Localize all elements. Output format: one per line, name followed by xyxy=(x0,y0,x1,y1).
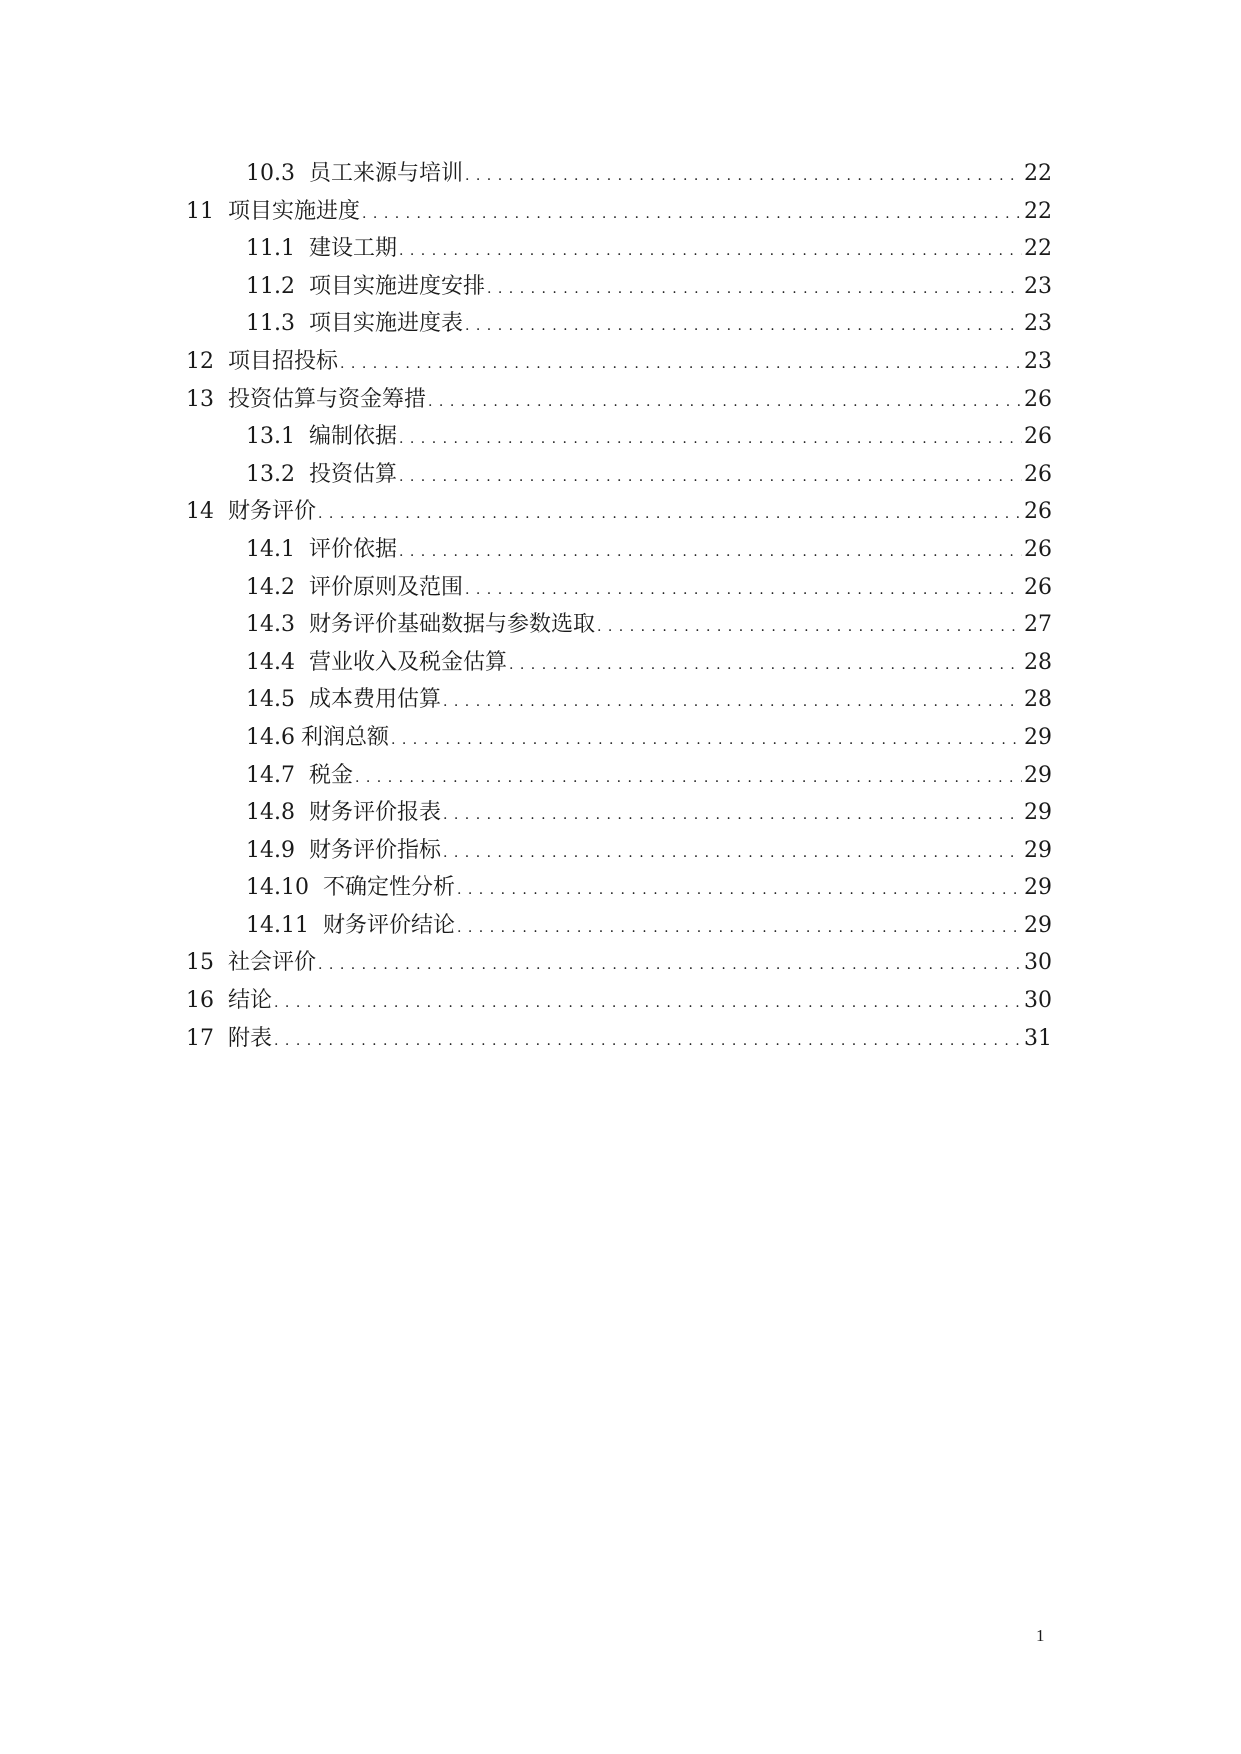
toc-entry-14-3[interactable] xyxy=(186,606,1052,644)
toc-entry-number: 14.2 xyxy=(246,574,295,600)
toc-entry-number: 11 xyxy=(186,198,214,224)
toc-entry-11-1[interactable] xyxy=(186,230,1052,268)
toc-entry-16[interactable] xyxy=(186,982,1052,1020)
toc-entry-14-11[interactable] xyxy=(186,907,1052,945)
toc-entry-number: 11.3 xyxy=(246,311,295,337)
toc-entry-page: 29 xyxy=(1024,875,1052,901)
toc-entry-page: 26 xyxy=(1024,461,1052,487)
toc-entry-title: 附表 xyxy=(228,1025,273,1051)
toc-entry-page: 31 xyxy=(1024,1025,1052,1051)
toc-dot-leader xyxy=(274,985,1022,1023)
toc-entry-title: 成本费用估算 xyxy=(308,687,441,713)
toc-entry-page: 29 xyxy=(1024,912,1052,938)
toc-entry-number: 14.6 xyxy=(246,724,295,750)
toc-entry-page: 26 xyxy=(1024,386,1052,412)
toc-entry-number: 10.3 xyxy=(246,161,295,186)
toc-entry-number: 13 xyxy=(186,386,214,412)
toc-entry-title: 投资估算与资金筹措 xyxy=(228,386,427,412)
toc-entry-14-1[interactable] xyxy=(186,531,1052,569)
toc-entry-page: 22 xyxy=(1024,236,1052,262)
toc-entry-title: 社会评价 xyxy=(228,950,317,976)
toc-entry-number: 13.1 xyxy=(246,424,295,450)
toc-entry-number: 14.4 xyxy=(246,649,295,675)
toc-entry-title: 财务评价报表 xyxy=(308,800,441,826)
toc-entry-title: 利润总额 xyxy=(300,724,389,750)
toc-dot-leader xyxy=(399,534,1022,572)
toc-entry-title: 项目实施进度表 xyxy=(308,311,463,337)
toc-entry-title: 结论 xyxy=(228,988,273,1014)
toc-entry-title: 项目实施进度 xyxy=(228,198,361,224)
toc-entry-number: 14.8 xyxy=(246,800,295,826)
toc-entry-page: 22 xyxy=(1024,198,1052,224)
toc-entry-page: 26 xyxy=(1024,536,1052,562)
toc-entry-number: 14.7 xyxy=(246,762,295,788)
toc-entry-title: 项目实施进度安排 xyxy=(308,273,485,299)
toc-dot-leader xyxy=(509,647,1022,685)
toc-entry-page: 22 xyxy=(1024,161,1052,186)
toc-entry-page: 26 xyxy=(1024,424,1052,450)
table-of-contents xyxy=(186,155,1052,1057)
toc-entry-title: 评价原则及范围 xyxy=(308,574,463,600)
toc-dot-leader xyxy=(318,496,1022,534)
toc-dot-leader xyxy=(362,196,1022,234)
toc-entry-page: 23 xyxy=(1024,348,1052,374)
page-number: 1 xyxy=(1036,1626,1045,1645)
toc-dot-leader xyxy=(391,722,1022,760)
toc-entry-14-8[interactable] xyxy=(186,794,1052,832)
toc-entry-number: 11.2 xyxy=(246,273,295,299)
toc-dot-leader xyxy=(355,760,1022,798)
toc-dot-leader xyxy=(465,572,1022,610)
toc-dot-leader xyxy=(340,346,1022,384)
toc-entry-11-2[interactable] xyxy=(186,268,1052,306)
toc-entry-17[interactable] xyxy=(186,1020,1052,1058)
toc-entry-number: 14.11 xyxy=(246,912,309,938)
toc-entry-title: 财务评价指标 xyxy=(308,837,441,863)
toc-entry-number: 15 xyxy=(186,950,214,976)
toc-dot-leader xyxy=(428,384,1022,422)
toc-dot-leader xyxy=(399,421,1022,459)
toc-entry-number: 13.2 xyxy=(246,461,295,487)
toc-dot-leader xyxy=(443,835,1022,873)
toc-entry-14-10[interactable] xyxy=(186,869,1052,907)
toc-entry-number: 14.9 xyxy=(246,837,295,863)
toc-entry-page: 26 xyxy=(1024,574,1052,600)
toc-dot-leader xyxy=(487,271,1022,309)
toc-entry-page: 23 xyxy=(1024,273,1052,299)
toc-entry-number: 16 xyxy=(186,988,214,1014)
toc-entry-page: 29 xyxy=(1024,762,1052,788)
toc-entry-page: 28 xyxy=(1024,649,1052,675)
toc-entry-page: 29 xyxy=(1024,837,1052,863)
toc-entry-title: 建设工期 xyxy=(308,236,397,262)
toc-entry-number: 14.3 xyxy=(246,612,295,638)
toc-entry-14-5[interactable] xyxy=(186,681,1052,719)
toc-entry-title: 员工来源与培训 xyxy=(308,161,463,186)
toc-entry-14-9[interactable] xyxy=(186,832,1052,870)
toc-entry-number: 14.10 xyxy=(246,875,309,901)
toc-dot-leader xyxy=(399,233,1022,271)
toc-entry-page: 29 xyxy=(1024,724,1052,750)
toc-entry-title: 税金 xyxy=(308,762,353,788)
toc-entry-14-7[interactable] xyxy=(186,757,1052,795)
toc-entry-title: 评价依据 xyxy=(308,536,397,562)
toc-entry-14-4[interactable] xyxy=(186,644,1052,682)
toc-entry-number: 14.5 xyxy=(246,687,295,713)
toc-dot-leader xyxy=(457,872,1022,910)
toc-entry-number: 11.1 xyxy=(246,236,295,262)
toc-dot-leader xyxy=(597,609,1022,647)
toc-dot-leader xyxy=(465,158,1022,196)
toc-entry-number: 14.1 xyxy=(246,536,295,562)
toc-entry-page: 30 xyxy=(1024,988,1052,1014)
toc-dot-leader xyxy=(443,797,1022,835)
toc-entry-title: 投资估算 xyxy=(308,461,397,487)
toc-entry-13-1[interactable] xyxy=(186,418,1052,456)
toc-entry-title: 营业收入及税金估算 xyxy=(308,649,507,675)
toc-entry-page: 26 xyxy=(1024,499,1052,525)
toc-entry-number: 12 xyxy=(186,348,214,374)
toc-entry-11-3[interactable] xyxy=(186,305,1052,343)
toc-entry-13[interactable] xyxy=(186,381,1052,419)
toc-entry-page: 23 xyxy=(1024,311,1052,337)
toc-dot-leader xyxy=(274,1023,1022,1061)
toc-dot-leader xyxy=(399,459,1022,497)
toc-entry-number: 17 xyxy=(186,1025,214,1051)
toc-entry-title: 编制依据 xyxy=(308,424,397,450)
toc-dot-leader xyxy=(465,308,1022,346)
toc-dot-leader xyxy=(443,684,1022,722)
toc-entry-13-2[interactable] xyxy=(186,456,1052,494)
toc-entry-title: 不确定性分析 xyxy=(322,875,455,901)
toc-entry-title: 财务评价 xyxy=(228,499,317,525)
toc-entry-number: 14 xyxy=(186,499,214,525)
toc-entry-title: 财务评价结论 xyxy=(322,912,455,938)
toc-entry-14-6[interactable] xyxy=(186,719,1052,757)
toc-entry-12[interactable] xyxy=(186,343,1052,381)
toc-entry-page: 29 xyxy=(1024,800,1052,826)
toc-dot-leader xyxy=(318,947,1022,985)
toc-entry-title: 财务评价基础数据与参数选取 xyxy=(308,612,595,638)
toc-entry-15[interactable] xyxy=(186,944,1052,982)
toc-entry-page: 27 xyxy=(1024,612,1052,638)
toc-entry-page: 28 xyxy=(1024,687,1052,713)
toc-entry-title: 项目招投标 xyxy=(228,348,339,374)
toc-entry-page: 30 xyxy=(1024,950,1052,976)
toc-entry-14[interactable] xyxy=(186,493,1052,531)
toc-dot-leader xyxy=(457,910,1022,948)
toc-entry-10-3[interactable] xyxy=(186,155,1052,193)
toc-entry-14-2[interactable] xyxy=(186,569,1052,607)
toc-entry-11[interactable] xyxy=(186,193,1052,231)
